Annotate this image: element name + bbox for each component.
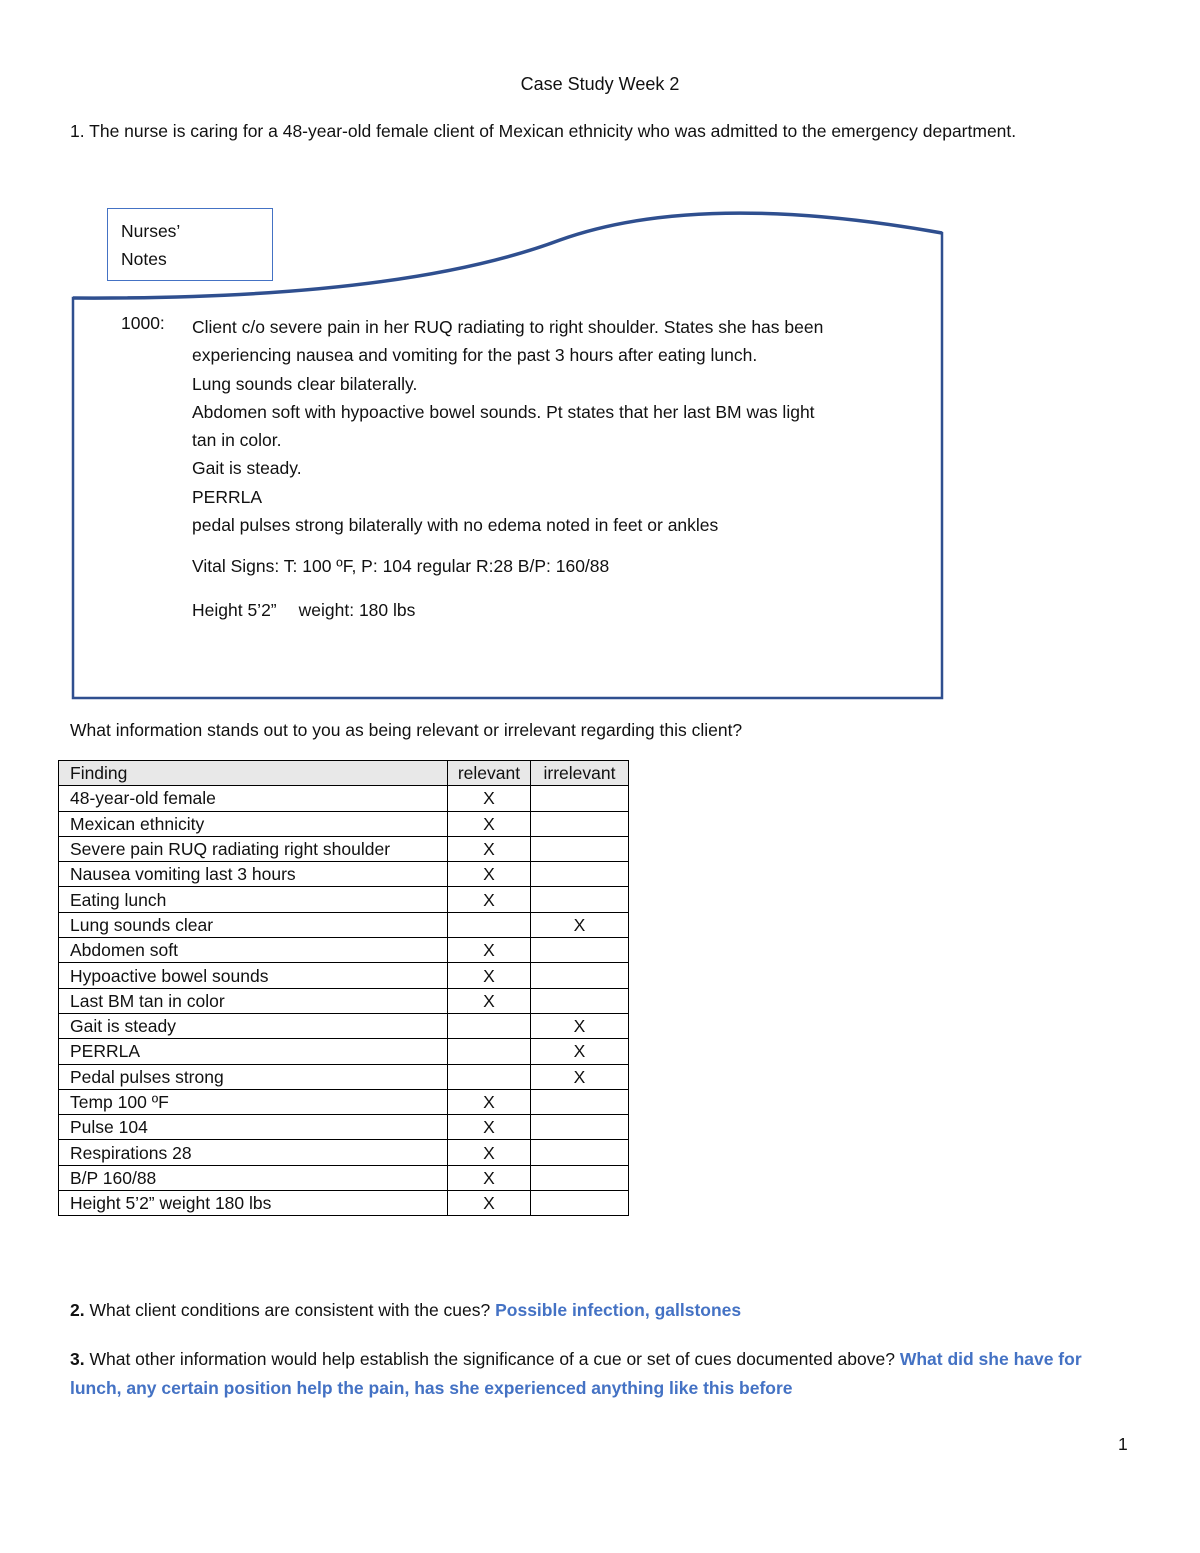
note-body [192, 313, 912, 539]
header-relevant: relevant [448, 761, 531, 786]
finding-cell: Mexican ethnicity [59, 811, 448, 836]
relevant-cell [448, 1013, 531, 1038]
table-row [59, 988, 629, 1013]
irrelevant-cell [531, 836, 629, 861]
table-row [59, 887, 629, 912]
irrelevant-cell: X [531, 1064, 629, 1089]
relevant-cell: X [448, 786, 531, 811]
height: Height 5’2” [192, 600, 277, 620]
table-row [59, 963, 629, 988]
question-1-number: 1. [70, 121, 85, 141]
table-row [59, 912, 629, 937]
findings-table [58, 760, 629, 1216]
finding-cell: Abdomen soft [59, 938, 448, 963]
irrelevant-cell: X [531, 912, 629, 937]
finding-cell: Hypoactive bowel sounds [59, 963, 448, 988]
irrelevant-cell [531, 887, 629, 912]
finding-cell: Gait is steady [59, 1013, 448, 1038]
table-row [59, 1064, 629, 1089]
relevance-question: What information stands out to you as being relevant or irrelevant regarding this client? [70, 720, 743, 740]
finding-cell: Nausea vomiting last 3 hours [59, 862, 448, 887]
table-row [59, 1039, 629, 1064]
table-row [59, 1115, 629, 1140]
note-time: 1000: [121, 313, 165, 333]
question-3 [70, 1345, 1130, 1402]
table-header-row [59, 761, 629, 786]
irrelevant-cell [531, 811, 629, 836]
question-3-answer: What did she have for lunch, any certain position help the pain, has she experienced anything like this before [70, 1349, 1082, 1398]
note-line: experiencing nausea and vomiting for the past 3 hours after eating lunch. [192, 345, 758, 366]
question-2-answer: Possible infection, gallstones [495, 1300, 742, 1320]
finding-cell: Height 5’2” weight 180 lbs [59, 1191, 448, 1216]
relevant-cell [448, 1039, 531, 1064]
irrelevant-cell [531, 862, 629, 887]
finding-cell: Last BM tan in color [59, 988, 448, 1013]
finding-cell: Pedal pulses strong [59, 1064, 448, 1089]
finding-cell: Respirations 28 [59, 1140, 448, 1165]
table-row [59, 836, 629, 861]
nurses-notes-label-line1: Nurses’ [121, 221, 181, 241]
weight: weight: 180 lbs [298, 600, 416, 620]
table-row [59, 811, 629, 836]
relevant-cell: X [448, 1115, 531, 1140]
irrelevant-cell [531, 938, 629, 963]
irrelevant-cell: X [531, 1013, 629, 1038]
finding-cell: B/P 160/88 [59, 1165, 448, 1190]
table-row [59, 1165, 629, 1190]
vital-signs: Vital Signs: T: 100 ºF, P: 104 regular R:28 B/P: 160/88 [192, 556, 610, 576]
table-row [59, 938, 629, 963]
irrelevant-cell: X [531, 1039, 629, 1064]
header-finding: Finding [59, 761, 448, 786]
finding-cell: Lung sounds clear [59, 912, 448, 937]
relevant-cell: X [448, 811, 531, 836]
question-2-number: 2. [70, 1300, 85, 1320]
irrelevant-cell [531, 1165, 629, 1190]
irrelevant-cell [531, 1089, 629, 1114]
table-row [59, 1191, 629, 1216]
table-row [59, 786, 629, 811]
note-line: pedal pulses strong bilaterally with no edema noted in feet or ankles [192, 515, 719, 536]
relevant-cell: X [448, 963, 531, 988]
question-3-text: What other information would help establish the significance of a cue or set of cues documented above? [84, 1349, 900, 1369]
table-row [59, 1140, 629, 1165]
question-1-text: The nurse is caring for a 48-year-old female client of Mexican ethnicity who was admitted to the emergency department. [84, 121, 1017, 141]
question-2 [70, 1300, 741, 1321]
table-row [59, 1089, 629, 1114]
note-line: Client c/o severe pain in her RUQ radiating to right shoulder. States she has been [192, 317, 824, 337]
finding-cell: Eating lunch [59, 887, 448, 912]
irrelevant-cell [531, 988, 629, 1013]
question-2-text: What client conditions are consistent with the cues? [84, 1300, 496, 1320]
irrelevant-cell [531, 1115, 629, 1140]
note-line: Abdomen soft with hypoactive bowel sounds. Pt states that her last BM was light [192, 401, 815, 422]
finding-cell: 48-year-old female [59, 786, 448, 811]
header-irrelevant: irrelevant [531, 761, 629, 786]
relevant-cell: X [448, 1140, 531, 1165]
irrelevant-cell [531, 786, 629, 811]
relevant-cell [448, 912, 531, 937]
nurses-notes-label-line2: Notes [121, 249, 167, 269]
table-row [59, 862, 629, 887]
findings-table-body [59, 786, 629, 1216]
relevant-cell: X [448, 1089, 531, 1114]
nurses-notes-label [107, 208, 273, 281]
relevant-cell: X [448, 938, 531, 963]
note-line: tan in color. [192, 430, 282, 451]
finding-cell: Temp 100 ºF [59, 1089, 448, 1114]
note-line: Lung sounds clear bilaterally. [192, 373, 418, 394]
question-3-number: 3. [70, 1349, 85, 1369]
relevant-cell: X [448, 1191, 531, 1216]
page-title: Case Study Week 2 [520, 74, 680, 94]
table-row [59, 1013, 629, 1038]
relevant-cell: X [448, 887, 531, 912]
irrelevant-cell [531, 1191, 629, 1216]
page-number: 1 [1118, 1434, 1128, 1454]
finding-cell: Severe pain RUQ radiating right shoulder [59, 836, 448, 861]
relevant-cell: X [448, 1165, 531, 1190]
note-line: Gait is steady. [192, 458, 302, 479]
finding-cell: PERRLA [59, 1039, 448, 1064]
irrelevant-cell [531, 963, 629, 988]
note-line: PERRLA [192, 486, 263, 507]
relevant-cell: X [448, 862, 531, 887]
relevant-cell: X [448, 988, 531, 1013]
irrelevant-cell [531, 1140, 629, 1165]
height-weight [192, 600, 415, 621]
relevant-cell [448, 1064, 531, 1089]
relevant-cell: X [448, 836, 531, 861]
finding-cell: Pulse 104 [59, 1115, 448, 1140]
